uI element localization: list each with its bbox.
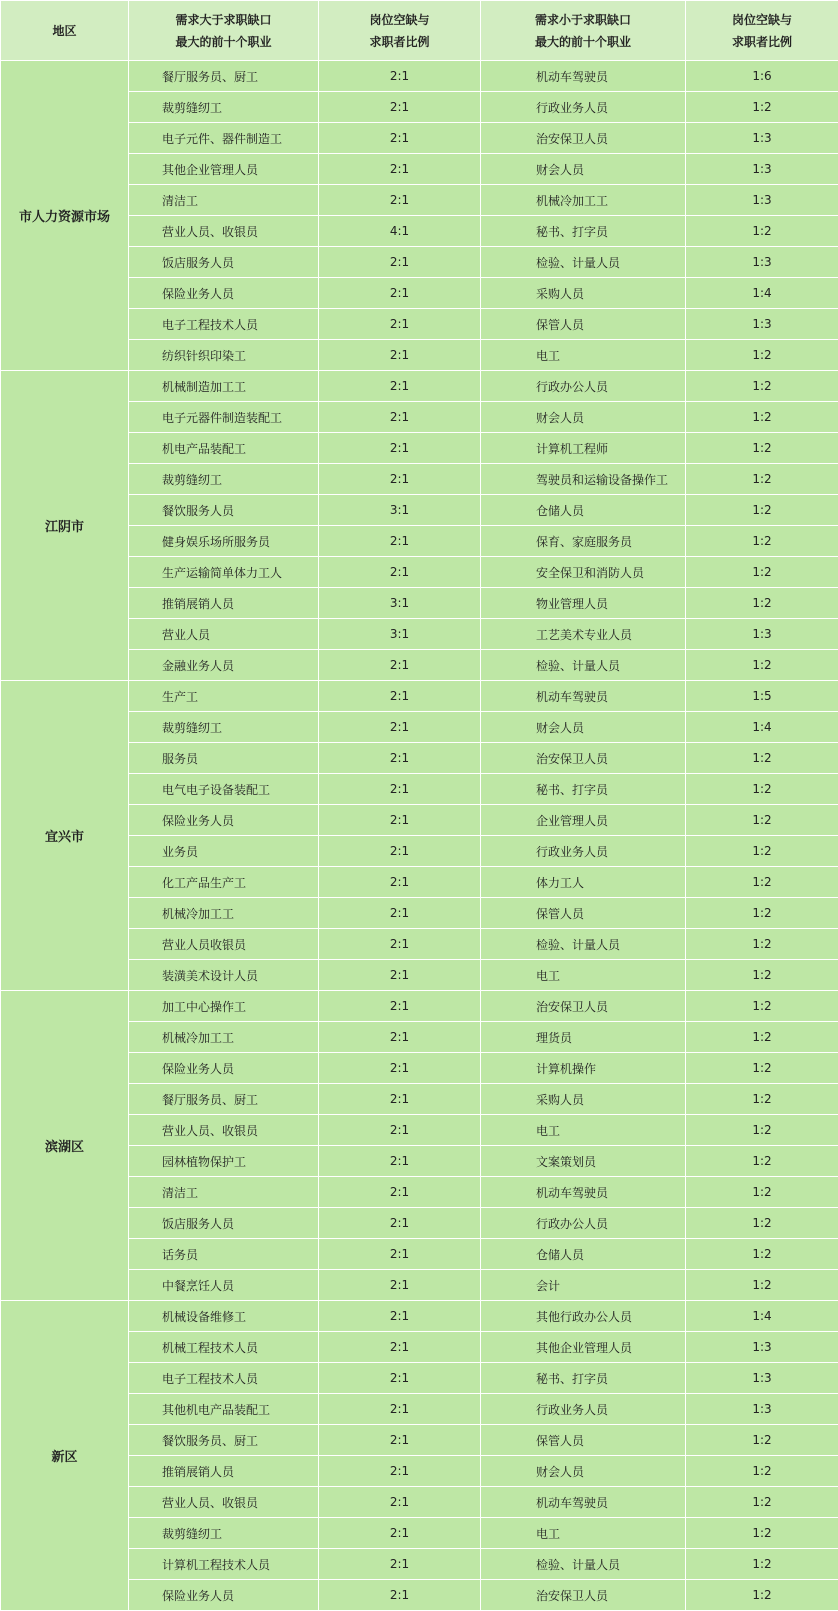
supply-ratio-cell: 1:2 <box>686 650 838 681</box>
supply-occupation-cell: 检验、计量人员 <box>481 929 686 960</box>
demand-ratio-cell: 2:1 <box>319 1549 481 1580</box>
demand-occupation-cell: 电子工程技术人员 <box>129 1363 319 1394</box>
supply-occupation-cell: 企业管理人员 <box>481 805 686 836</box>
supply-ratio-cell: 1:2 <box>686 495 838 526</box>
demand-ratio-cell: 2:1 <box>319 774 481 805</box>
supply-occupation-cell: 机动车驾驶员 <box>481 61 686 92</box>
supply-occupation-cell: 计算机操作 <box>481 1053 686 1084</box>
demand-ratio-cell: 2:1 <box>319 836 481 867</box>
supply-occupation-cell: 行政业务人员 <box>481 836 686 867</box>
table-row <box>1 61 838 92</box>
demand-ratio-cell: 3:1 <box>319 619 481 650</box>
supply-occupation-cell: 采购人员 <box>481 278 686 309</box>
supply-ratio-cell: 1:2 <box>686 774 838 805</box>
demand-occupation-cell: 裁剪缝纫工 <box>129 712 319 743</box>
demand-occupation-cell: 餐厅服务员、厨工 <box>129 1084 319 1115</box>
region-cell: 宜兴市 <box>1 681 129 991</box>
supply-ratio-cell: 1:2 <box>686 402 838 433</box>
supply-ratio-cell: 1:2 <box>686 1053 838 1084</box>
supply-ratio-cell: 1:2 <box>686 1580 838 1611</box>
supply-ratio-cell: 1:3 <box>686 123 838 154</box>
supply-occupation-cell: 治安保卫人员 <box>481 123 686 154</box>
supply-ratio-cell: 1:4 <box>686 1301 838 1332</box>
supply-ratio-cell: 1:5 <box>686 681 838 712</box>
demand-ratio-cell: 2:1 <box>319 1518 481 1549</box>
demand-occupation-cell: 园林植物保护工 <box>129 1146 319 1177</box>
demand-occupation-cell: 裁剪缝纫工 <box>129 464 319 495</box>
demand-ratio-cell: 2:1 <box>319 61 481 92</box>
demand-occupation-cell: 机械设备维修工 <box>129 1301 319 1332</box>
supply-occupation-cell: 理货员 <box>481 1022 686 1053</box>
supply-ratio-cell: 1:2 <box>686 991 838 1022</box>
demand-occupation-cell: 裁剪缝纫工 <box>129 92 319 123</box>
demand-ratio-cell: 2:1 <box>319 1053 481 1084</box>
demand-occupation-cell: 金融业务人员 <box>129 650 319 681</box>
supply-occupation-cell: 其他企业管理人员 <box>481 1332 686 1363</box>
supply-ratio-cell: 1:4 <box>686 712 838 743</box>
demand-occupation-cell: 服务员 <box>129 743 319 774</box>
supply-ratio-cell: 1:2 <box>686 867 838 898</box>
supply-occupation-cell: 机动车驾驶员 <box>481 1177 686 1208</box>
demand-ratio-cell: 2:1 <box>319 1394 481 1425</box>
demand-ratio-cell: 2:1 <box>319 340 481 371</box>
supply-occupation-cell: 计算机工程师 <box>481 433 686 464</box>
demand-ratio-cell: 2:1 <box>319 402 481 433</box>
demand-ratio-cell: 2:1 <box>319 1084 481 1115</box>
demand-ratio-cell: 2:1 <box>319 650 481 681</box>
demand-occupation-cell: 机电产品装配工 <box>129 433 319 464</box>
demand-ratio-cell: 2:1 <box>319 1301 481 1332</box>
demand-ratio-cell: 2:1 <box>319 1177 481 1208</box>
demand-occupation-cell: 中餐烹饪人员 <box>129 1270 319 1301</box>
demand-occupation-cell: 电气电子设备装配工 <box>129 774 319 805</box>
supply-occupation-cell: 驾驶员和运输设备操作工 <box>481 464 686 495</box>
supply-occupation-cell: 会计 <box>481 1270 686 1301</box>
demand-occupation-cell: 保险业务人员 <box>129 278 319 309</box>
supply-ratio-cell: 1:3 <box>686 1363 838 1394</box>
table-row <box>1 991 838 1022</box>
supply-ratio-cell: 1:2 <box>686 898 838 929</box>
supply-ratio-cell: 1:2 <box>686 1177 838 1208</box>
demand-occupation-cell: 保险业务人员 <box>129 1053 319 1084</box>
demand-occupation-cell: 饭店服务人员 <box>129 247 319 278</box>
demand-ratio-cell: 2:1 <box>319 1270 481 1301</box>
supply-occupation-cell: 财会人员 <box>481 402 686 433</box>
supply-occupation-cell: 秘书、打字员 <box>481 774 686 805</box>
supply-occupation-cell: 秘书、打字员 <box>481 216 686 247</box>
table-row <box>1 371 838 402</box>
supply-ratio-cell: 1:2 <box>686 371 838 402</box>
supply-ratio-cell: 1:3 <box>686 247 838 278</box>
supply-occupation-cell: 机动车驾驶员 <box>481 681 686 712</box>
demand-ratio-cell: 2:1 <box>319 805 481 836</box>
supply-ratio-cell: 1:2 <box>686 1022 838 1053</box>
demand-occupation-cell: 保险业务人员 <box>129 805 319 836</box>
demand-ratio-cell: 2:1 <box>319 1456 481 1487</box>
demand-occupation-cell: 机械冷加工工 <box>129 1022 319 1053</box>
demand-occupation-cell: 生产运输简单体力工人 <box>129 557 319 588</box>
supply-ratio-cell: 1:3 <box>686 619 838 650</box>
table-header <box>1 1 838 61</box>
supply-ratio-cell: 1:2 <box>686 1146 838 1177</box>
supply-occupation-cell: 行政业务人员 <box>481 92 686 123</box>
supply-occupation-cell: 财会人员 <box>481 1456 686 1487</box>
supply-occupation-cell: 文案策划员 <box>481 1146 686 1177</box>
demand-ratio-cell: 2:1 <box>319 526 481 557</box>
supply-occupation-cell: 治安保卫人员 <box>481 1580 686 1611</box>
demand-occupation-cell: 推销展销人员 <box>129 588 319 619</box>
supply-ratio-cell: 1:2 <box>686 1270 838 1301</box>
demand-occupation-cell: 装潢美术设计人员 <box>129 960 319 991</box>
demand-occupation-cell: 电子工程技术人员 <box>129 309 319 340</box>
supply-ratio-cell: 1:2 <box>686 557 838 588</box>
supply-occupation-cell: 行政办公人员 <box>481 371 686 402</box>
demand-ratio-cell: 2:1 <box>319 123 481 154</box>
table-body <box>1 61 838 1611</box>
demand-occupation-cell: 营业人员、收银员 <box>129 216 319 247</box>
supply-occupation-cell: 采购人员 <box>481 1084 686 1115</box>
supply-occupation-cell: 检验、计量人员 <box>481 247 686 278</box>
demand-occupation-cell: 纺织针织印染工 <box>129 340 319 371</box>
supply-occupation-cell: 机动车驾驶员 <box>481 1487 686 1518</box>
supply-occupation-cell: 电工 <box>481 1518 686 1549</box>
supply-occupation-cell: 保管人员 <box>481 1425 686 1456</box>
demand-occupation-cell: 裁剪缝纫工 <box>129 1518 319 1549</box>
supply-occupation-cell: 电工 <box>481 960 686 991</box>
supply-occupation-cell: 物业管理人员 <box>481 588 686 619</box>
supply-occupation-cell: 秘书、打字员 <box>481 1363 686 1394</box>
table-row <box>1 1301 838 1332</box>
supply-ratio-cell: 1:2 <box>686 92 838 123</box>
region-cell: 市人力资源市场 <box>1 61 129 371</box>
demand-ratio-cell: 2:1 <box>319 371 481 402</box>
supply-occupation-cell: 保育、家庭服务员 <box>481 526 686 557</box>
demand-ratio-cell: 2:1 <box>319 712 481 743</box>
supply-ratio-cell: 1:3 <box>686 309 838 340</box>
supply-ratio-cell: 1:2 <box>686 743 838 774</box>
demand-ratio-cell: 2:1 <box>319 681 481 712</box>
demand-ratio-cell: 2:1 <box>319 991 481 1022</box>
supply-occupation-cell: 电工 <box>481 1115 686 1146</box>
demand-occupation-cell: 机械制造加工工 <box>129 371 319 402</box>
demand-occupation-cell: 营业人员收银员 <box>129 929 319 960</box>
supply-ratio-cell: 1:4 <box>686 278 838 309</box>
demand-occupation-cell: 电子元件、器件制造工 <box>129 123 319 154</box>
demand-occupation-cell: 营业人员 <box>129 619 319 650</box>
demand-ratio-cell: 4:1 <box>319 216 481 247</box>
supply-occupation-cell: 其他行政办公人员 <box>481 1301 686 1332</box>
demand-ratio-cell: 2:1 <box>319 247 481 278</box>
demand-ratio-cell: 2:1 <box>319 1239 481 1270</box>
demand-ratio-cell: 2:1 <box>319 1425 481 1456</box>
demand-occupation-cell: 饭店服务人员 <box>129 1208 319 1239</box>
supply-ratio-cell: 1:3 <box>686 185 838 216</box>
supply-ratio-cell: 1:3 <box>686 1332 838 1363</box>
supply-occupation-cell: 治安保卫人员 <box>481 743 686 774</box>
supply-occupation-cell: 财会人员 <box>481 154 686 185</box>
supply-ratio-cell: 1:2 <box>686 960 838 991</box>
demand-occupation-cell: 健身娱乐场所服务员 <box>129 526 319 557</box>
header-demand-top10: 需求大于求职缺口 最大的前十个职业 <box>129 1 319 61</box>
supply-ratio-cell: 1:2 <box>686 588 838 619</box>
header-supply-top10: 需求小于求职缺口 最大的前十个职业 <box>481 1 686 61</box>
demand-ratio-cell: 2:1 <box>319 557 481 588</box>
supply-occupation-cell: 电工 <box>481 340 686 371</box>
demand-ratio-cell: 2:1 <box>319 929 481 960</box>
header-supply-ratio: 岗位空缺与 求职者比例 <box>686 1 838 61</box>
header-row <box>1 1 838 61</box>
demand-occupation-cell: 机械冷加工工 <box>129 898 319 929</box>
supply-occupation-cell: 行政业务人员 <box>481 1394 686 1425</box>
demand-ratio-cell: 2:1 <box>319 185 481 216</box>
region-cell: 滨湖区 <box>1 991 129 1301</box>
demand-ratio-cell: 2:1 <box>319 1146 481 1177</box>
supply-occupation-cell: 检验、计量人员 <box>481 650 686 681</box>
supply-occupation-cell: 仓储人员 <box>481 495 686 526</box>
demand-occupation-cell: 话务员 <box>129 1239 319 1270</box>
supply-ratio-cell: 1:2 <box>686 1518 838 1549</box>
demand-ratio-cell: 2:1 <box>319 1580 481 1611</box>
demand-ratio-cell: 2:1 <box>319 898 481 929</box>
supply-ratio-cell: 1:2 <box>686 526 838 557</box>
demand-occupation-cell: 营业人员、收银员 <box>129 1115 319 1146</box>
supply-occupation-cell: 治安保卫人员 <box>481 991 686 1022</box>
supply-ratio-cell: 1:2 <box>686 1549 838 1580</box>
demand-ratio-cell: 2:1 <box>319 1487 481 1518</box>
header-region: 地区 <box>1 1 129 61</box>
demand-occupation-cell: 清洁工 <box>129 1177 319 1208</box>
demand-occupation-cell: 保险业务人员 <box>129 1580 319 1611</box>
supply-occupation-cell: 工艺美术专业人员 <box>481 619 686 650</box>
demand-occupation-cell: 电子元器件制造装配工 <box>129 402 319 433</box>
demand-ratio-cell: 3:1 <box>319 588 481 619</box>
supply-ratio-cell: 1:3 <box>686 1394 838 1425</box>
supply-ratio-cell: 1:2 <box>686 1084 838 1115</box>
supply-occupation-cell: 体力工人 <box>481 867 686 898</box>
demand-occupation-cell: 推销展销人员 <box>129 1456 319 1487</box>
supply-ratio-cell: 1:2 <box>686 433 838 464</box>
demand-occupation-cell: 餐厅服务员、厨工 <box>129 61 319 92</box>
demand-occupation-cell: 其他机电产品装配工 <box>129 1394 319 1425</box>
supply-ratio-cell: 1:2 <box>686 464 838 495</box>
supply-ratio-cell: 1:2 <box>686 836 838 867</box>
demand-occupation-cell: 生产工 <box>129 681 319 712</box>
demand-ratio-cell: 2:1 <box>319 154 481 185</box>
demand-ratio-cell: 2:1 <box>319 743 481 774</box>
demand-ratio-cell: 2:1 <box>319 1115 481 1146</box>
demand-ratio-cell: 2:1 <box>319 92 481 123</box>
demand-occupation-cell: 化工产品生产工 <box>129 867 319 898</box>
supply-ratio-cell: 1:2 <box>686 1487 838 1518</box>
region-cell: 江阴市 <box>1 371 129 681</box>
demand-occupation-cell: 营业人员、收银员 <box>129 1487 319 1518</box>
supply-ratio-cell: 1:2 <box>686 1208 838 1239</box>
supply-occupation-cell: 保管人员 <box>481 309 686 340</box>
supply-occupation-cell: 仓储人员 <box>481 1239 686 1270</box>
supply-ratio-cell: 1:2 <box>686 1115 838 1146</box>
region-cell: 新区 <box>1 1301 129 1611</box>
demand-ratio-cell: 2:1 <box>319 1208 481 1239</box>
supply-ratio-cell: 1:2 <box>686 929 838 960</box>
supply-occupation-cell: 机械冷加工工 <box>481 185 686 216</box>
demand-occupation-cell: 其他企业管理人员 <box>129 154 319 185</box>
supply-occupation-cell: 安全保卫和消防人员 <box>481 557 686 588</box>
demand-ratio-cell: 2:1 <box>319 867 481 898</box>
demand-ratio-cell: 2:1 <box>319 464 481 495</box>
supply-ratio-cell: 1:2 <box>686 1425 838 1456</box>
supply-occupation-cell: 保管人员 <box>481 898 686 929</box>
demand-occupation-cell: 清洁工 <box>129 185 319 216</box>
supply-ratio-cell: 1:2 <box>686 340 838 371</box>
demand-ratio-cell: 2:1 <box>319 433 481 464</box>
supply-occupation-cell: 行政办公人员 <box>481 1208 686 1239</box>
supply-ratio-cell: 1:2 <box>686 1456 838 1487</box>
supply-occupation-cell: 检验、计量人员 <box>481 1549 686 1580</box>
table-row <box>1 681 838 712</box>
demand-occupation-cell: 业务员 <box>129 836 319 867</box>
demand-ratio-cell: 3:1 <box>319 495 481 526</box>
demand-ratio-cell: 2:1 <box>319 309 481 340</box>
demand-ratio-cell: 2:1 <box>319 1363 481 1394</box>
supply-ratio-cell: 1:6 <box>686 61 838 92</box>
supply-ratio-cell: 1:2 <box>686 216 838 247</box>
supply-occupation-cell: 财会人员 <box>481 712 686 743</box>
supply-ratio-cell: 1:2 <box>686 805 838 836</box>
demand-occupation-cell: 机械工程技术人员 <box>129 1332 319 1363</box>
demand-occupation-cell: 计算机工程技术人员 <box>129 1549 319 1580</box>
demand-occupation-cell: 加工中心操作工 <box>129 991 319 1022</box>
supply-ratio-cell: 1:2 <box>686 1239 838 1270</box>
demand-ratio-cell: 2:1 <box>319 278 481 309</box>
demand-ratio-cell: 2:1 <box>319 1332 481 1363</box>
demand-occupation-cell: 餐饮服务人员 <box>129 495 319 526</box>
demand-ratio-cell: 2:1 <box>319 1022 481 1053</box>
demand-occupation-cell: 餐饮服务员、厨工 <box>129 1425 319 1456</box>
header-demand-ratio: 岗位空缺与 求职者比例 <box>319 1 481 61</box>
demand-ratio-cell: 2:1 <box>319 960 481 991</box>
supply-ratio-cell: 1:3 <box>686 154 838 185</box>
